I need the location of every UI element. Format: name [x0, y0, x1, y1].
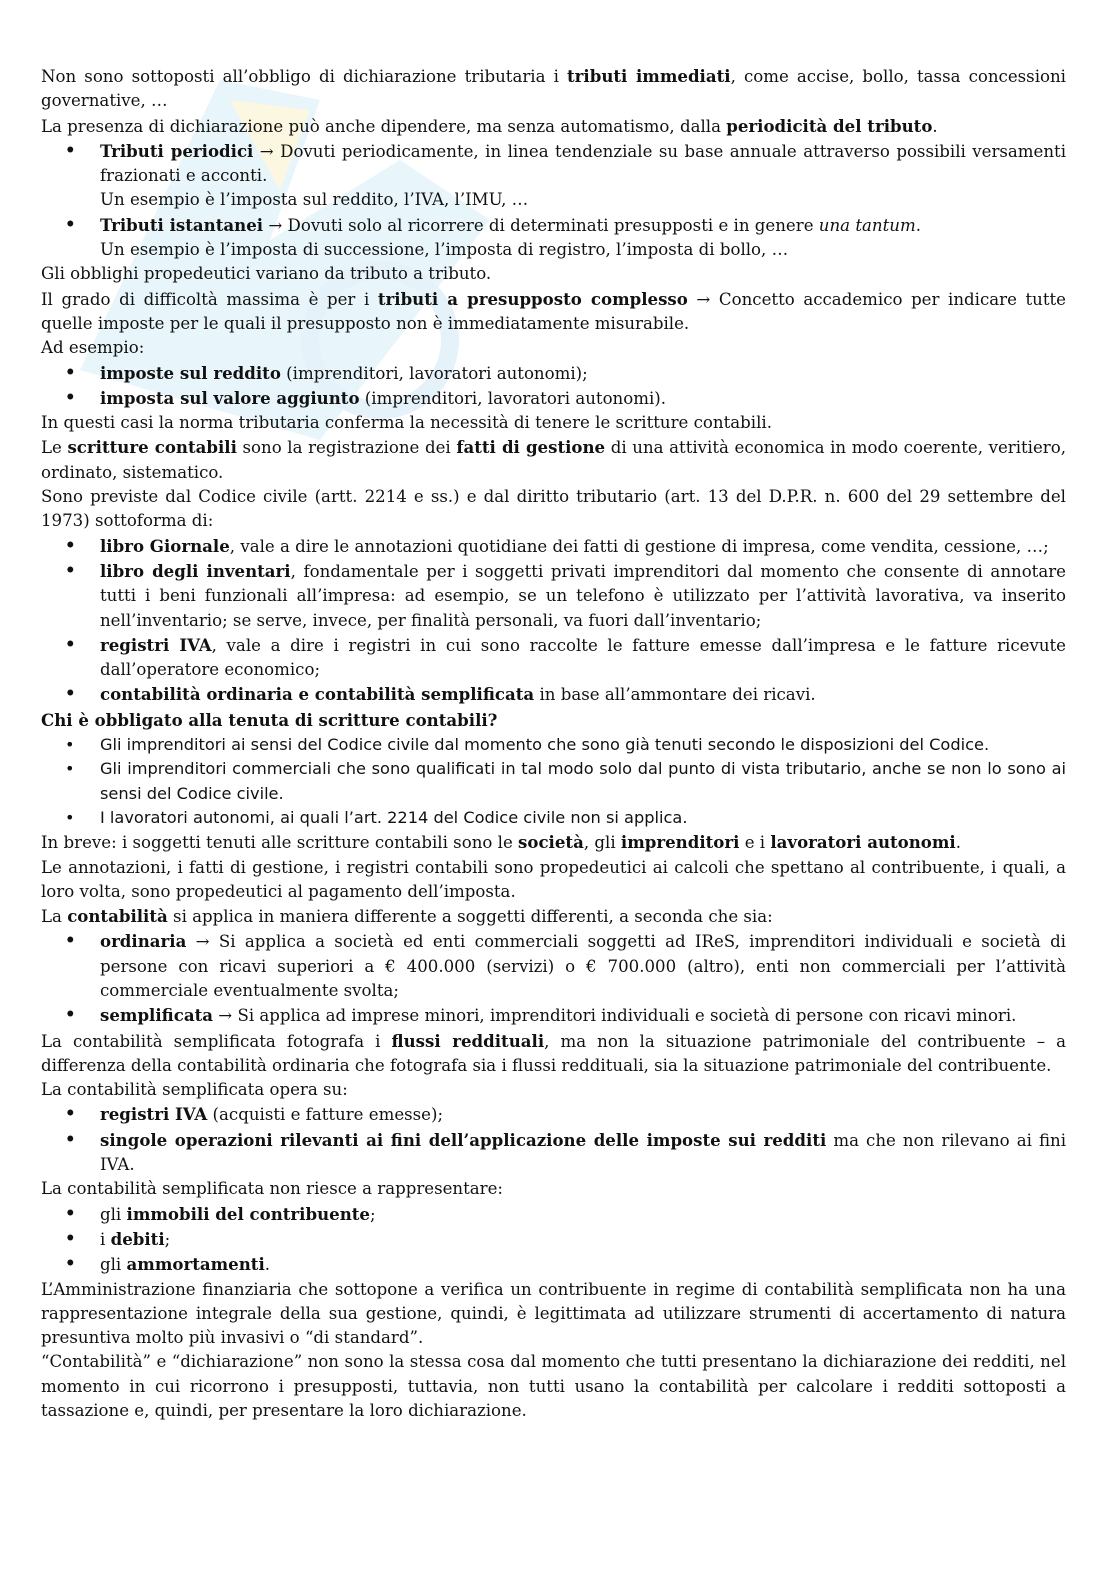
paragraph-in-breve: In breve: i soggetti tenuti alle scritture contabili sono le società, gli imprenditori e i lavoratori autonomi.	[41, 832, 962, 853]
paragraph-non-riesce: La contabilità semplificata non riesce a rappresentare:	[41, 1179, 504, 1199]
list-item: • semplificata → Si applica ad imprese minori, imprenditori individuali e società di persone con ricavi minori.	[41, 1003, 1066, 1028]
list-item: • gli immobili del contribuente;	[41, 1202, 1066, 1227]
list-item: • libro Giornale, vale a dire le annotazioni quotidiane dei fatti di gestione di impresa, come vendita, cessione, …;	[41, 534, 1066, 559]
paragraph-scritture-contabili: Le scritture contabili sono la registrazione dei fatti di gestione di una attività economica in modo coerente, veritiero, ordinato, sistematico.	[41, 437, 1066, 482]
paragraph-flussi: La contabilità semplificata fotografa i flussi reddituali, ma non la situazione patrimoniale del contribuente – a differenza della contabilità ordinaria che fotografa sia i flussi reddituali, sia la situazione patrimoniale del contribuente.	[41, 1030, 1066, 1075]
list-item-tributi-periodici: • Tributi periodici → Dovuti periodicamente, in linea tendenziale su base annuale attraverso possibili versamenti frazionati e acconti. Un esempio è l’imposta sul reddito, l’IVA, l’IMU, …	[41, 139, 1066, 213]
imposte-list	[41, 361, 1066, 412]
paragraph-presupposto-complesso: Il grado di difficoltà massima è per i tributi a presupposto complesso → Concetto accademico per indicare tutte quelle imposte per le quali il presupposto non è immediatamente misurabile.	[41, 288, 1066, 333]
paragraph-opera-su: La contabilità semplificata opera su:	[41, 1080, 348, 1100]
list-item-tributi-istantanei: • Tributi istantanei → Dovuti solo al ricorrere di determinati presupposti e in genere una tantum. Un esempio è l’imposta di successione, l’imposta di registro, l’imposta di bollo, …	[41, 213, 1066, 263]
list-item: • registri IVA (acquisti e fatture emesse);	[41, 1102, 1066, 1127]
list-item: • contabilità ordinaria e contabilità semplificata in base all’ammontare dei ricavi.	[41, 682, 1066, 707]
list-item: • Gli imprenditori ai sensi del Codice civile dal momento che sono già tenuti secondo le disposizioni del Codice.	[41, 733, 1066, 757]
document-page	[41, 64, 1066, 1423]
contabilita-list	[41, 929, 1066, 1028]
paragraph-contabilita-dichiarazione: “Contabilità” e “dichiarazione” non sono la stessa cosa dal momento che tutti presentano la dichiarazione dei redditi, nel momento in cui ricorrono i presupposti, tuttavia, non tutti usano la contabilità per calcolare i redditi sottoposti a tassazione e, quindi, per presentare la loro dichiarazione.	[41, 1352, 1066, 1421]
list-item: • i debiti;	[41, 1227, 1066, 1252]
paragraph-ad-esempio: Ad esempio:	[41, 338, 145, 358]
list-item: • imposta sul valore aggiunto (imprenditori, lavoratori autonomi).	[41, 386, 1066, 411]
paragraph-periodicita: La presenza di dichiarazione può anche dipendere, ma senza automatismo, dalla periodicità del tributo.	[41, 115, 938, 136]
paragraph-norma: In questi casi la norma tributaria conferma la necessità di tenere le scritture contabili.	[41, 413, 772, 433]
paragraph-annotazioni: Le annotazioni, i fatti di gestione, i registri contabili sono propedeutici ai calcoli che spettano al contribuente, i quali, a loro volta, sono propedeutici al pagamento dell’imposta.	[41, 857, 1066, 901]
paragraph-obblighi: Gli obblighi propedeutici variano da tributo a tributo.	[41, 264, 492, 284]
paragraph-contabilita: La contabilità si applica in maniera differente a soggetti differenti, a seconda che sia:	[41, 906, 773, 927]
non-rappresenta-list	[41, 1202, 1066, 1278]
tributi-list	[41, 139, 1066, 262]
question-heading: Chi è obbligato alla tenuta di scritture contabili?	[41, 709, 498, 730]
opera-su-list	[41, 1102, 1066, 1177]
list-item: • libro degli inventari, fondamentale per i soggetti privati imprenditori dal momento che consente di annotare tutti i beni funzionali all’impresa: ad esempio, se un telefono è utilizzato per l’attività lavorativa, va inserito nell’inventario; se serve, invece, per finalità personali, va fuori dall’inventario;	[41, 559, 1066, 633]
list-item: • I lavoratori autonomi, ai quali l’art. 2214 del Codice civile non si applica.	[41, 806, 1066, 830]
libri-list	[41, 534, 1066, 708]
obbligati-list	[41, 733, 1066, 830]
list-item: • singole operazioni rilevanti ai fini dell’applicazione delle imposte sui redditi ma che non rilevano ai fini IVA.	[41, 1128, 1066, 1178]
list-item: • imposte sul reddito (imprenditori, lavoratori autonomi);	[41, 361, 1066, 386]
list-item: • gli ammortamenti.	[41, 1252, 1066, 1277]
paragraph-tributi-immediati: Non sono sottoposti all’obbligo di dichiarazione tributaria i tributi immediati, come accise, bollo, tassa concessioni governative, …	[41, 66, 1066, 111]
paragraph-amministrazione: L’Amministrazione finanziaria che sottopone a verifica un contribuente in regime di contabilità semplificata non ha una rappresentazione integrale della sua gestione, quindi, è legittimata ad utilizzare strumenti di accertamento di natura presuntiva molto più invasivi o “di standard”.	[41, 1279, 1066, 1348]
paragraph-codice-civile: Sono previste dal Codice civile (artt. 2214 e ss.) e dal diritto tributario (art. 13 del D.P.R. n. 600 del 29 settembre del 1973) sottoforma di:	[41, 487, 1066, 531]
list-item: • registri IVA, vale a dire i registri in cui sono raccolte le fatture emesse dall’impresa e le fatture ricevute dall’operatore economico;	[41, 633, 1066, 683]
list-item: • Gli imprenditori commerciali che sono qualificati in tal modo solo dal punto di vista tributario, anche se non lo sono ai sensi del Codice civile.	[41, 757, 1066, 806]
list-item: • ordinaria → Si applica a società ed enti commerciali soggetti ad IReS, imprenditori individuali e società di persone con ricavi superiori a € 400.000 (servizi) o € 700.000 (altro), enti non commerciali per l’attività commerciale eventualmente svolta;	[41, 929, 1066, 1003]
